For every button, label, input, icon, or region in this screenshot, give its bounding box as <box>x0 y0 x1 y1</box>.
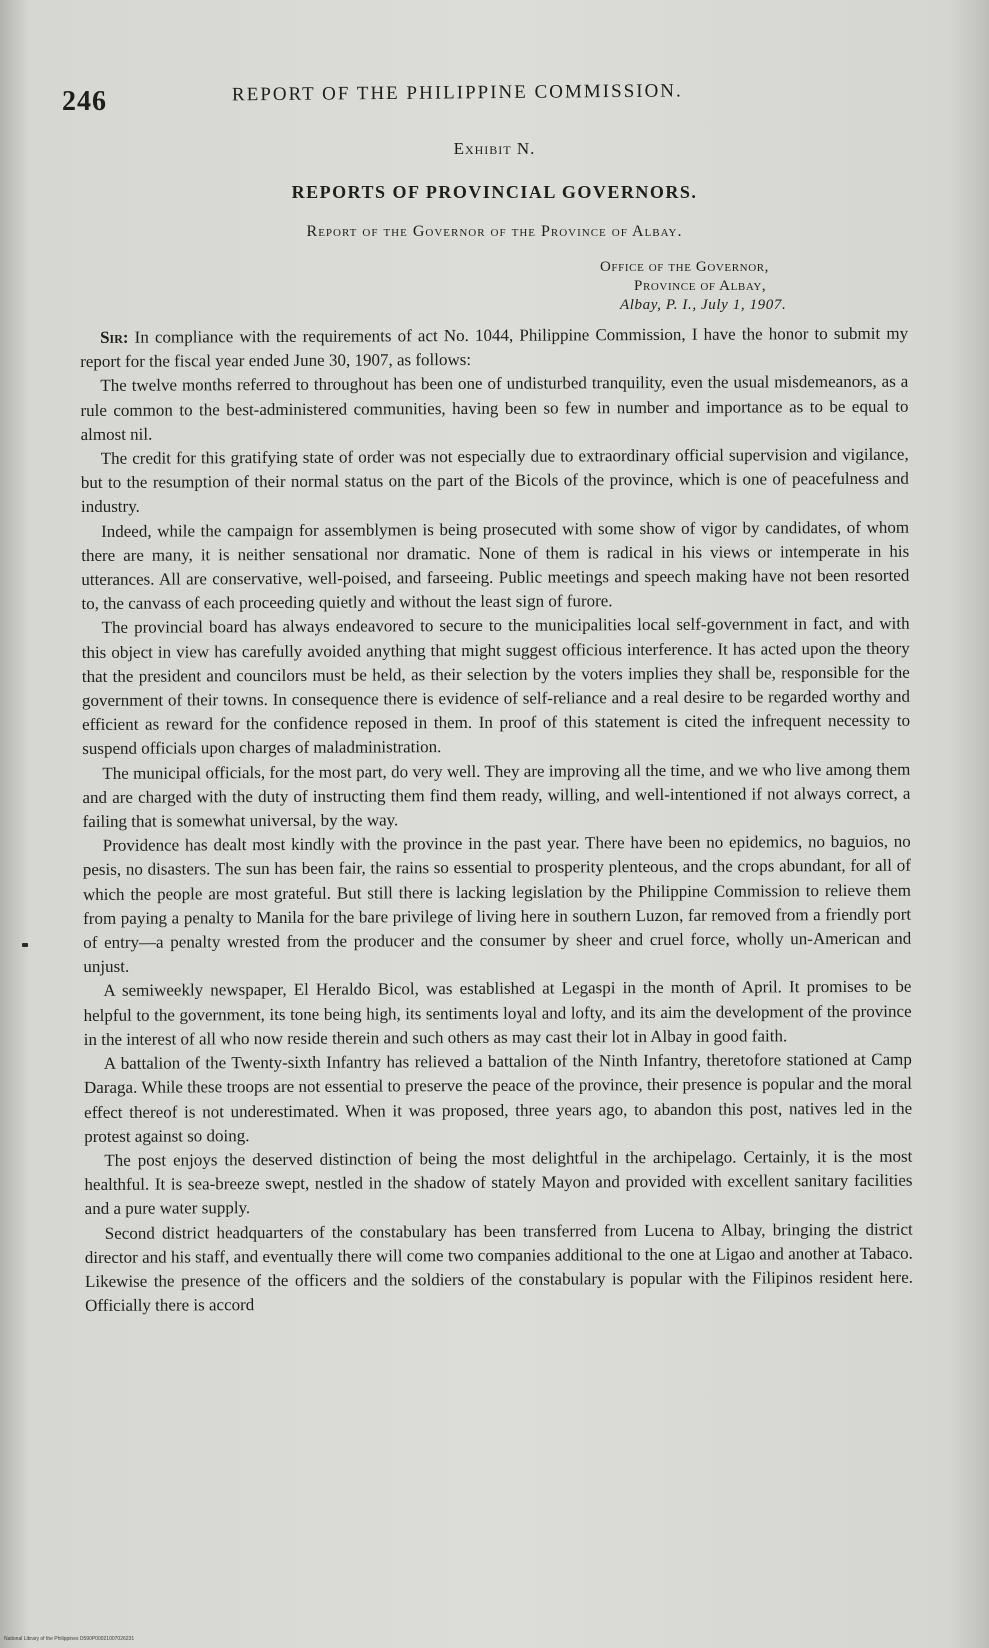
salutation: Sir: <box>100 327 129 347</box>
scan-credit: National Library of the Philippines D590P00021007026231 <box>4 1636 135 1642</box>
running-head: REPORT OF THE PHILIPPINE COMMISSION. <box>231 80 683 106</box>
section-title: REPORTS OF PROVINCIAL GOVERNORS. <box>291 182 698 202</box>
paragraph-9: A battalion of the Twenty-sixth Infantry has relieved a battalion of the Ninth Infantry, theretofore stationed at Camp Daraga. While these troops are not essential to preserve the peace of the province, their presence is popular and the moral effect thereof is not underestimated. When it was proposed, three years ago, to abandon this post, natives led in the protest against so doing. <box>83 1049 913 1146</box>
address-line-province: Province of Albay, <box>634 278 767 294</box>
paragraph-4: Indeed, while the campaign for assemblymen is being prosecuted with some show of vigor by candidates, of whom there are many, it is neither sensational nor dramatic. None of them is radical in his views or intemperate in his utterances. All are conservative, well-poised, and farseeing. Public meetings and speech making have not been resorted to, the canvass of each proceeding quietly and without the least sign of furore. <box>81 517 910 614</box>
paragraph-1-text: In compliance with the requirements of act No. 1044, Philippine Commission, I have the honor to submit my report for the fiscal year ended June 30, 1907, as follows: <box>80 323 909 372</box>
margin-ink-mark <box>22 943 28 947</box>
paragraph-5: The provincial board has always endeavored to secure to the municipalities local self-government in fact, and with this object in view has carefully avoided anything that might suggest officious interference. It has acted upon the theory that the president and councilors must be held, as their selection by the voters implies they shall be, responsible for the government of their towns. In consequence there is evidence of self-reliance and a real desire to be regarded worthy and efficient as reward for the confidence reposed in them. In proof of this statement is cited the infrequent necessity to suspend officials upon charges of maladministration. <box>81 614 911 759</box>
paragraph-8: A semiweekly newspaper, El Heraldo Bicol, was established at Legaspi in the month of April. It promises to be helpful to the government, its tone being high, its sentiments loyal and lofty, and its aim the development of the province in the interest of all who now reside therein and such others as may cast their lot in Albay in good faith. <box>83 977 912 1049</box>
paragraph-2: The twelve months referred to throughout has been one of undisturbed tranquility, even the usual misdemeanors, as a rule common to the best-administered communities, having been so few in number and importance as to be equal to almost nil. <box>80 372 909 444</box>
sender-address <box>600 258 786 315</box>
paragraph-11: Second district headquarters of the constabulary has been transferred from Lucena to Albay, bringing the district director and his staff, and eventually there will come two companies additional to the one at Ligao and another at Tabaco. Likewise the presence of the officers and the soldiers of the constabulary is popular with the Filipinos resident here. Officially there is accord <box>84 1219 914 1316</box>
exhibit-label: Exhibit N. <box>453 139 536 158</box>
address-line-date: Albay, P. I., July 1, 1907. <box>620 297 787 313</box>
paragraph-1 <box>80 322 908 375</box>
address-line-office: Office of the Governor, <box>600 259 770 275</box>
page-number: 246 <box>62 86 107 117</box>
report-subtitle: Report of the Governor of the Province of Albay. <box>306 223 683 240</box>
paragraph-6: The municipal officials, for the most part, do very well. They are improving all the time, and we who live among them and are charged with the duty of instructing them find them ready, willing, and well-intentioned if not always correct, a failing that is somewhat universal, by the way. <box>82 759 911 832</box>
paragraph-7: Providence has dealt most kindly with the province in the past year. There have been no epidemics, no baguios, no pesis, no disasters. The sun has been fair, the rains so essential to prosperity plenteous, and the crops abundant, for all of which the people are most grateful. But still there is lacking legislation by the Philippine Commission to relieve them from paying a penalty to Manila for the bare privilege of living here in southern Luzon, far removed from a friendly port of entry—a penalty wrested from the producer and the consumer by sheer and cruel force, wholly un-American and unjust. <box>82 831 912 977</box>
paragraph-3: The credit for this gratifying state of order was not especially due to extraordinary official supervision and vigilance, but to the resumption of their normal status on the part of the Bicols of the province, which is one of peacefulness and industry. <box>80 444 909 517</box>
report-body <box>80 322 913 1319</box>
paragraph-10: The post enjoys the deserved distinction of being the most delightful in the archipelago. Certainly, it is the most healthful. It is sea-breeze swept, nestled in the shadow of stately Mayon and provided with excellent sanitary facilities and a pure water supply. <box>84 1146 913 1219</box>
